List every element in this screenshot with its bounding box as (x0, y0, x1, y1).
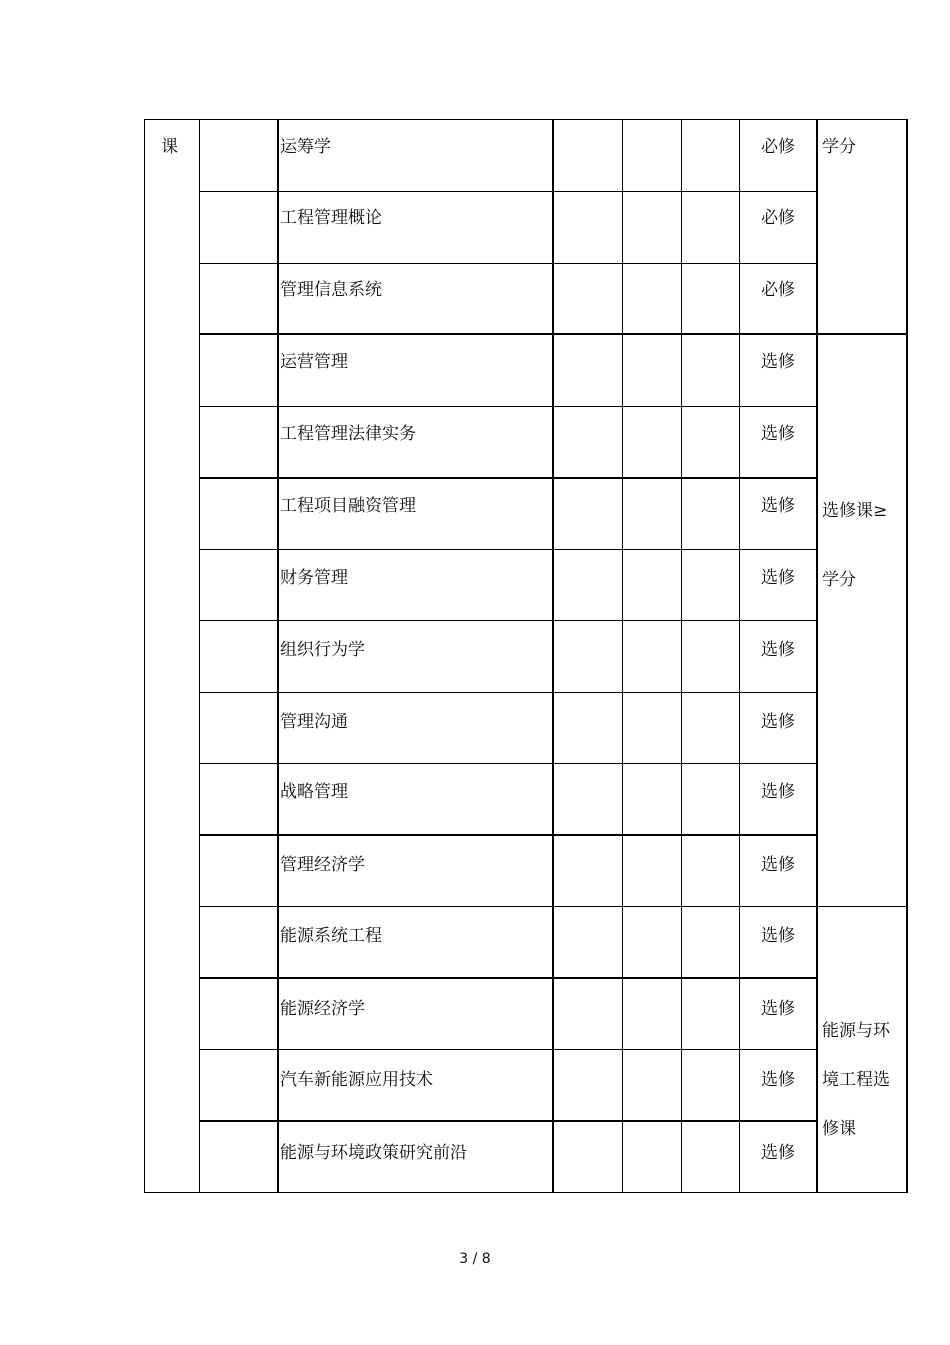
row-line (199, 977, 817, 979)
course-name: 工程管理概论 (280, 208, 382, 228)
course-name: 运筹学 (280, 137, 331, 157)
course-name: 能源经济学 (280, 999, 365, 1019)
course-name: 工程管理法律实务 (280, 424, 416, 444)
row-line (199, 692, 817, 693)
row-line (199, 333, 908, 335)
course-type: 选修 (761, 352, 795, 372)
table-border-right (906, 119, 908, 1193)
course-type: 选修 (761, 999, 795, 1019)
course-type: 选修 (761, 640, 795, 660)
table-divider (552, 119, 554, 1193)
course-type: 选修 (761, 496, 795, 516)
course-name: 能源系统工程 (280, 926, 382, 946)
course-name: 管理信息系统 (280, 280, 382, 300)
elective-note: 选修课≥ (822, 501, 888, 521)
table-divider (681, 119, 682, 1193)
course-name: 组织行为学 (280, 640, 365, 660)
course-type: 必修 (761, 280, 795, 300)
row-line (199, 477, 817, 479)
row-line (199, 406, 817, 407)
table-divider (739, 119, 740, 1193)
table-divider (199, 119, 200, 1193)
course-type: 必修 (761, 137, 795, 157)
course-type: 选修 (761, 568, 795, 588)
credit-note: 学分 (822, 137, 856, 157)
course-type: 选修 (761, 782, 795, 802)
course-type: 选修 (761, 1070, 795, 1090)
row-line (199, 549, 817, 550)
table-border-bottom (144, 1192, 908, 1193)
course-name: 汽车新能源应用技术 (280, 1070, 433, 1090)
row-line (199, 834, 817, 836)
course-name: 运营管理 (280, 352, 348, 372)
table-border-top (144, 119, 908, 120)
table-border-left (144, 119, 145, 1193)
category-label: 课 (161, 137, 178, 157)
course-name: 能源与环境政策研究前沿 (280, 1143, 467, 1163)
row-line (199, 620, 817, 621)
row-line (199, 191, 817, 192)
course-name: 管理经济学 (280, 855, 365, 875)
row-line (199, 1120, 817, 1122)
course-name: 财务管理 (280, 568, 348, 588)
course-type: 选修 (761, 712, 795, 732)
page-number: 3 / 8 (459, 1251, 491, 1267)
table-divider (816, 119, 818, 1193)
energy-elective-note: 修课 (822, 1119, 856, 1139)
course-type: 选修 (761, 926, 795, 946)
course-type: 必修 (761, 208, 795, 228)
energy-elective-note: 境工程选 (822, 1070, 890, 1090)
course-name: 工程项目融资管理 (280, 496, 416, 516)
course-type: 选修 (761, 424, 795, 444)
row-line (199, 906, 908, 907)
course-type: 选修 (761, 855, 795, 875)
table-divider (622, 119, 623, 1193)
row-line (199, 1049, 817, 1050)
energy-elective-note: 能源与环 (822, 1021, 890, 1041)
row-line (199, 263, 817, 264)
row-line (199, 763, 817, 764)
course-name: 管理沟通 (280, 712, 348, 732)
course-name: 战略管理 (280, 782, 348, 802)
table-divider (277, 119, 279, 1193)
course-type: 选修 (761, 1143, 795, 1163)
elective-note: 学分 (822, 570, 856, 590)
